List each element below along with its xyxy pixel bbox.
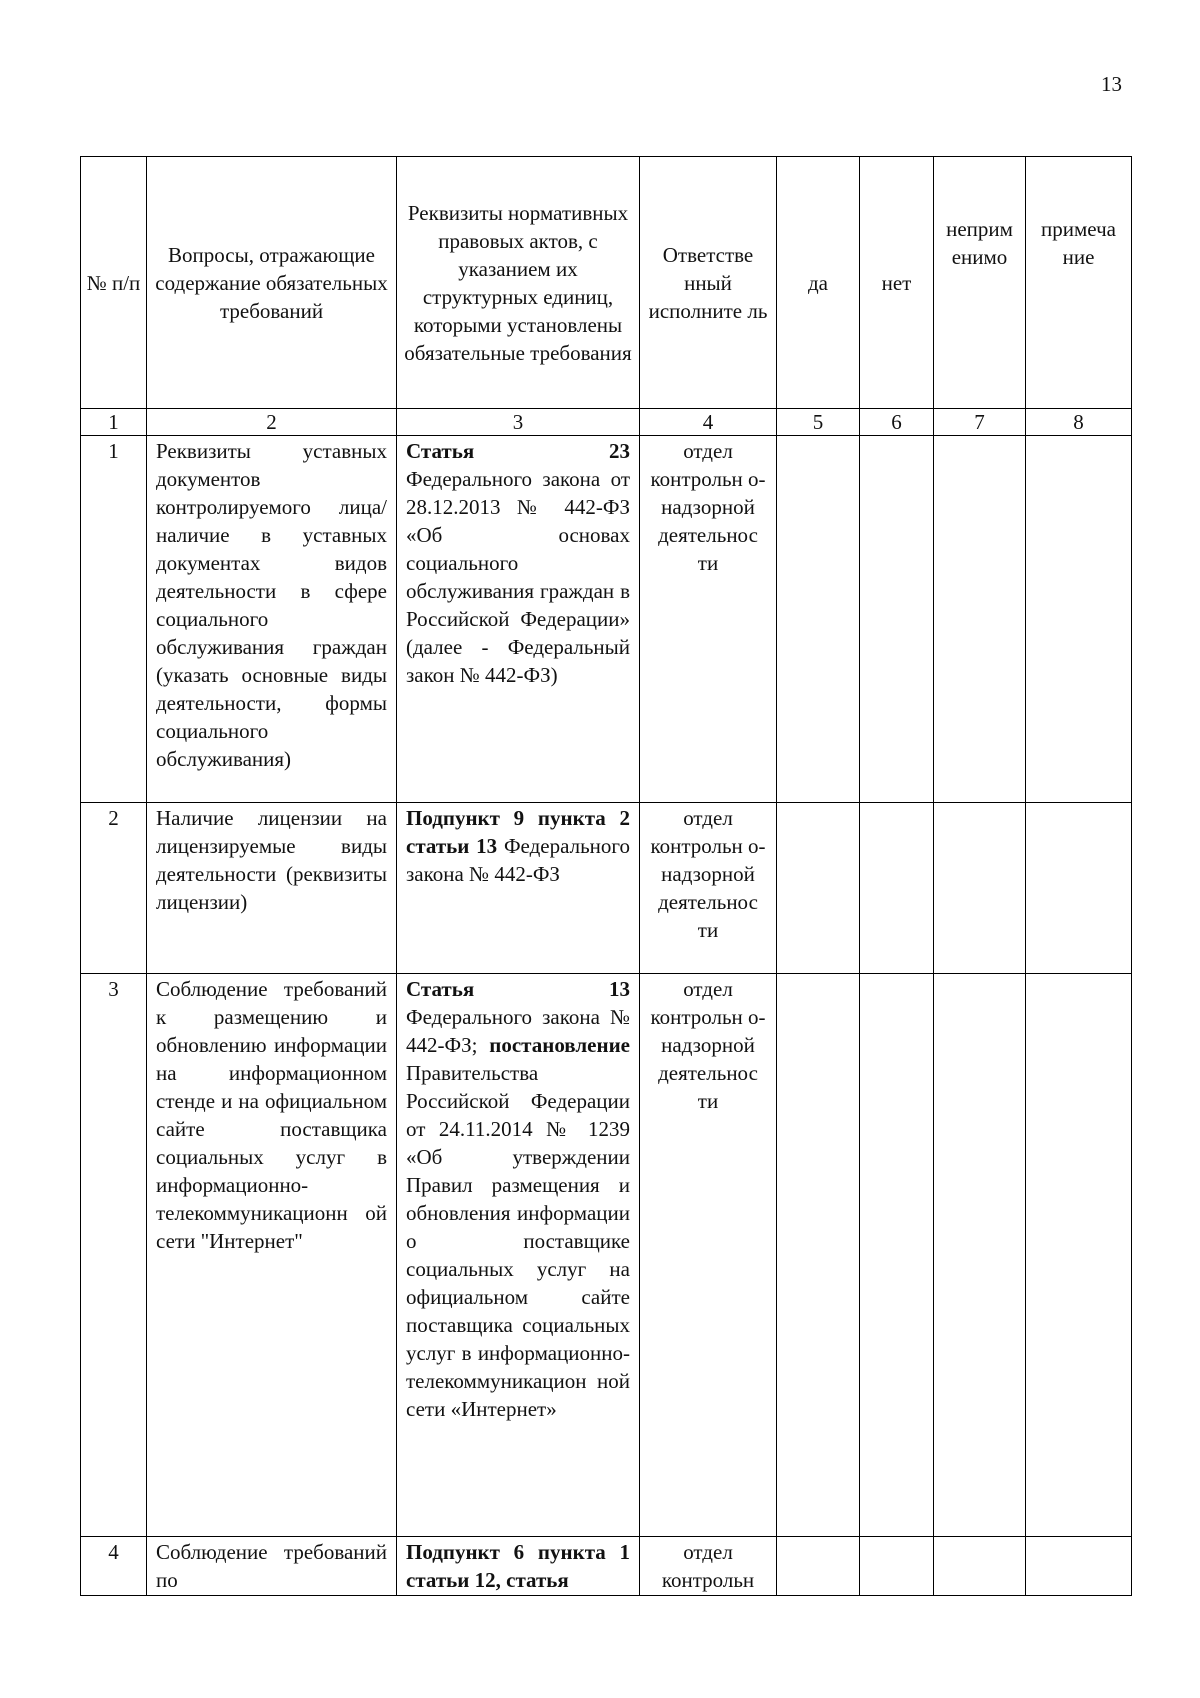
answer-not-applicable-cell[interactable] [934, 803, 1026, 974]
legal-reference [397, 436, 640, 803]
answer-not-applicable-cell[interactable] [934, 436, 1026, 803]
legal-reference-bold: Подпункт 6 пункта 1 статьи 12, статья [406, 1540, 630, 1592]
responsible-unit: отдел контрольн о-надзорной деятельнос ти [640, 803, 777, 974]
header-row [81, 157, 1132, 409]
column-number: 4 [640, 409, 777, 436]
column-number: 5 [777, 409, 860, 436]
legal-reference [397, 974, 640, 1537]
legal-reference-bold-2: постановление [489, 1033, 630, 1057]
note-cell[interactable] [1026, 803, 1132, 974]
header-number: № п/п [81, 157, 147, 409]
header-yes: да [777, 157, 860, 409]
answer-not-applicable-cell[interactable] [934, 974, 1026, 1537]
legal-reference-text: Федерального закона от 28.12.2013 № 442-ФЗ «Об основах социального обслуживания граждан в Российской Федерации» (далее - Федеральный закон № 442-ФЗ) [406, 467, 630, 687]
row-number: 4 [81, 1537, 147, 1596]
answer-yes-cell[interactable] [777, 974, 860, 1537]
requirement-question: Наличие лицензии на лицензируемые виды деятельности (реквизиты лицензии) [147, 803, 397, 974]
table-row [81, 974, 1132, 1537]
row-number: 3 [81, 974, 147, 1537]
header-no: нет [860, 157, 934, 409]
answer-yes-cell[interactable] [777, 1537, 860, 1596]
column-number: 3 [397, 409, 640, 436]
legal-reference [397, 803, 640, 974]
answer-no-cell[interactable] [860, 1537, 934, 1596]
requirement-question: Соблюдение требований к размещению и обновлению информации на информационном стенде и на официальном сайте поставщика социальных услуг в информационно-телекоммуникационн ой сети "Интернет" [147, 974, 397, 1537]
header-responsible: Ответстве нный исполните ль [640, 157, 777, 409]
note-cell[interactable] [1026, 436, 1132, 803]
column-number-row [81, 409, 1132, 436]
note-cell[interactable] [1026, 974, 1132, 1537]
responsible-unit: отдел контрольн о-надзорной деятельнос ти [640, 974, 777, 1537]
requirement-question: Реквизиты уставных документов контролируемого лица/наличие в уставных документах видов деятельности в сфере социального обслуживания граждан (указать основные виды деятельности, формы социального обслуживания) [147, 436, 397, 803]
checklist-table [80, 156, 1132, 1596]
legal-reference-bold: Статья 23 [406, 439, 630, 463]
table-row [81, 803, 1132, 974]
answer-no-cell[interactable] [860, 974, 934, 1537]
page-number: 13 [1101, 72, 1122, 96]
answer-yes-cell[interactable] [777, 803, 860, 974]
answer-yes-cell[interactable] [777, 436, 860, 803]
table-row [81, 1537, 1132, 1596]
row-number: 1 [81, 436, 147, 803]
note-cell[interactable] [1026, 1537, 1132, 1596]
column-number: 7 [934, 409, 1026, 436]
table-row [81, 436, 1132, 803]
answer-no-cell[interactable] [860, 436, 934, 803]
column-number: 2 [147, 409, 397, 436]
column-number: 6 [860, 409, 934, 436]
header-questions: Вопросы, отражающие содержание обязательных требований [147, 157, 397, 409]
requirement-question: Соблюдение требований по [147, 1537, 397, 1596]
column-number: 1 [81, 409, 147, 436]
header-note: примеча ние [1026, 157, 1132, 409]
answer-not-applicable-cell[interactable] [934, 1537, 1026, 1596]
header-legal-requisites: Реквизиты нормативных правовых актов, с указанием их структурных единиц, которыми установлены обязательные требования [397, 157, 640, 409]
legal-reference-bold: Подпункт 9 пункта 2 статьи 13 [406, 806, 630, 858]
responsible-unit: отдел контрольн о-надзорной деятельнос ти [640, 436, 777, 803]
legal-reference-text: Федерального закона № 442-ФЗ; [406, 1005, 630, 1057]
responsible-unit: отдел контрольн [640, 1537, 777, 1596]
column-number: 8 [1026, 409, 1132, 436]
legal-reference [397, 1537, 640, 1596]
header-not-applicable: неприм енимо [934, 157, 1026, 409]
answer-no-cell[interactable] [860, 803, 934, 974]
legal-reference-text: Федерального закона № 442-ФЗ [406, 834, 630, 886]
legal-reference-text-2: Правительства Российской Федерации от 24.11.2014 № 1239 «Об утверждении Правил размещения и обновления информации о поставщике социальных услуг на официальном сайте поставщика социальных услуг в информационно-телекоммуникацион ной сети «Интернет» [406, 1061, 630, 1421]
row-number: 2 [81, 803, 147, 974]
legal-reference-bold: Статья 13 [406, 977, 630, 1001]
